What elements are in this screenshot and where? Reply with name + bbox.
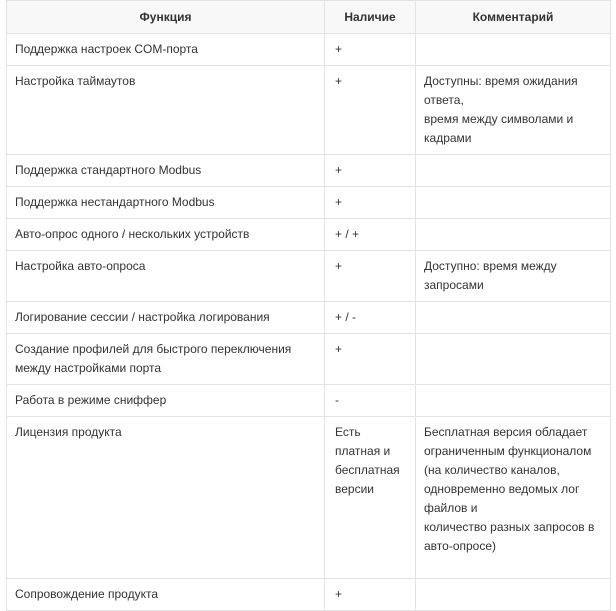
availability-cell (325, 417, 416, 579)
feature-cell (7, 251, 325, 302)
table-row (7, 66, 611, 155)
feature-cell-text: Поддержка нестандартного Modbus (15, 195, 215, 209)
availability-cell (325, 34, 416, 66)
comment-cell (416, 66, 611, 155)
availability-cell (325, 385, 416, 417)
feature-cell-text: Лицензия продукта (15, 425, 122, 439)
feature-cell (7, 417, 325, 579)
header-row (7, 1, 611, 34)
table-row (7, 34, 611, 66)
availability-cell-text: + (335, 195, 343, 209)
table-row (7, 579, 611, 611)
comment-cell (416, 34, 611, 66)
comment-cell (416, 155, 611, 187)
table-row (7, 187, 611, 219)
feature-cell (7, 155, 325, 187)
table-row (7, 385, 611, 417)
availability-cell-text: + / + (335, 227, 360, 241)
feature-cell-text: Сопровождение продукта (15, 587, 159, 601)
availability-cell-text: + (335, 42, 343, 56)
availability-cell (325, 66, 416, 155)
availability-cell-text: + (335, 587, 343, 601)
availability-cell (325, 251, 416, 302)
comment-cell (416, 187, 611, 219)
availability-cell (325, 155, 416, 187)
header-comment: Комментарий (416, 1, 611, 34)
availability-cell-text: + (335, 342, 343, 356)
table-body (7, 34, 611, 611)
header-feature: Функция (7, 1, 325, 34)
feature-cell (7, 34, 325, 66)
comment-cell (416, 219, 611, 251)
availability-cell (325, 187, 416, 219)
availability-cell-text: Есть платная и бесплатная версии (335, 425, 400, 496)
feature-cell (7, 334, 325, 385)
availability-cell-text: + (335, 74, 343, 88)
feature-cell-text: Создание профилей для быстрого переключения между настройками порта (15, 342, 292, 375)
availability-cell (325, 579, 416, 611)
availability-cell-text: + / - (335, 310, 357, 324)
table-row (7, 155, 611, 187)
comment-cell-text: время между символами и кадрами (424, 112, 574, 145)
comment-cell-text: Доступны: время ожидания ответа, (424, 74, 578, 107)
feature-cell (7, 219, 325, 251)
feature-cell (7, 66, 325, 155)
feature-cell-text: Авто-опрос одного / нескольких устройств (15, 227, 250, 241)
feature-cell-text: Настройка авто-опроса (15, 259, 146, 273)
comment-cell (416, 251, 611, 302)
availability-cell (325, 219, 416, 251)
comment-cell (416, 302, 611, 334)
comment-cell (416, 385, 611, 417)
comment-cell-text: (на количество каналов, одновременно ведомых лог файлов и (424, 463, 580, 515)
feature-cell (7, 385, 325, 417)
table-row (7, 251, 611, 302)
comment-cell-text: Бесплатная версия обладает ограниченным функционалом (424, 425, 592, 458)
feature-cell-text: Поддержка стандартного Modbus (15, 163, 202, 177)
comment-cell (416, 334, 611, 385)
table-row (7, 302, 611, 334)
availability-cell (325, 302, 416, 334)
feature-cell (7, 579, 325, 611)
comment-cell (416, 579, 611, 611)
availability-cell (325, 334, 416, 385)
table-row (7, 417, 611, 579)
feature-cell-text: Работа в режиме сниффер (15, 393, 167, 407)
table-row (7, 219, 611, 251)
feature-cell (7, 302, 325, 334)
feature-cell (7, 187, 325, 219)
feature-cell-text: Настройка таймаутов (15, 74, 136, 88)
availability-cell-text: + (335, 163, 343, 177)
feature-cell-text: Поддержка настроек COM-порта (15, 42, 198, 56)
header-availability: Наличие (325, 1, 416, 34)
table-row (7, 334, 611, 385)
availability-cell-text: - (335, 393, 339, 407)
features-table (6, 0, 611, 611)
comment-cell (416, 417, 611, 579)
comment-cell-text: Доступно: время между запросами (424, 259, 557, 292)
feature-cell-text: Логирование сессии / настройка логирования (15, 310, 270, 324)
comment-cell-text: количество разных запросов в авто-опросе) (424, 520, 595, 553)
availability-cell-text: + (335, 259, 343, 273)
